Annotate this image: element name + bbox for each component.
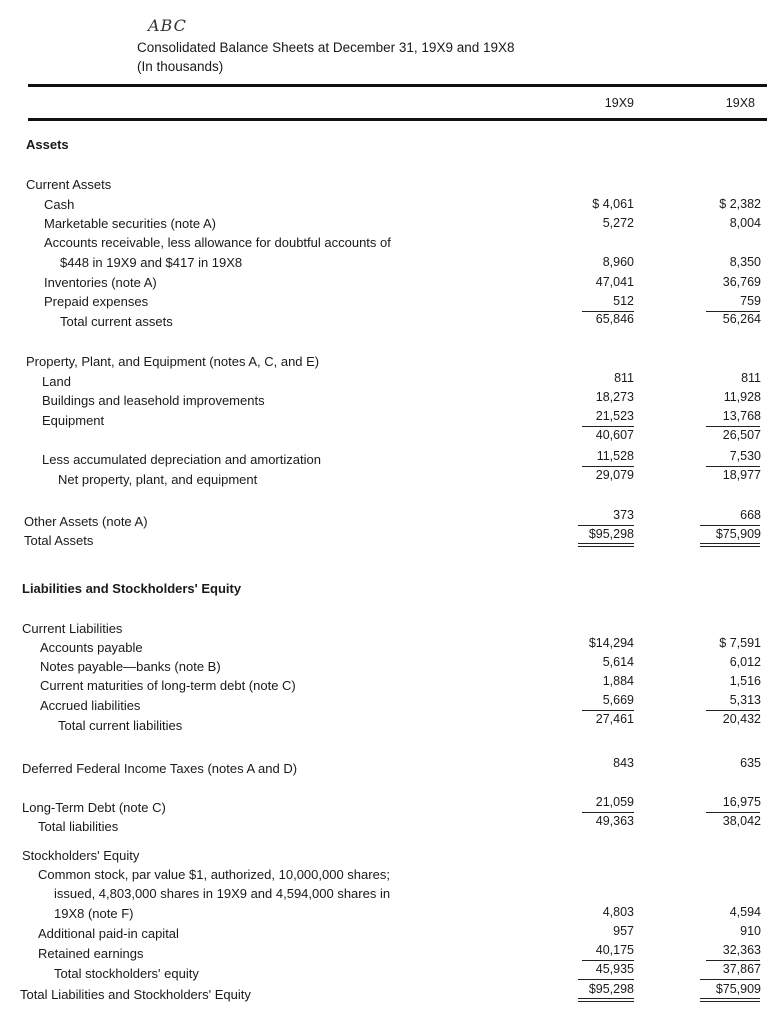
deferred-taxes-19x9: 843 [613,756,634,770]
notes-payable-label: Notes payable—banks (note B) [40,659,221,674]
total-liabilities-19x9: 49,363 [595,814,634,828]
underline [700,979,760,980]
underline [706,812,760,813]
accrued-19x9: 5,669 [602,693,634,707]
grand-total-19x8: $75,909 [715,982,761,996]
total-current-liabilities-19x9: 27,461 [595,712,634,726]
current-assets-heading: Current Assets [26,177,112,192]
retained-earnings-19x8: 32,363 [722,943,761,957]
deferred-taxes-19x8: 635 [740,756,761,770]
underline [706,960,760,961]
underline [582,466,634,467]
underline [582,812,634,813]
underline [582,426,634,427]
accrued-19x8: 5,313 [729,693,761,707]
underline [706,710,760,711]
inventories-label: Inventories (note A) [44,275,157,290]
equity-heading: Stockholders' Equity [22,848,140,863]
accounts-payable-19x9: $14,294 [588,636,634,650]
company-name: ABC [148,16,187,35]
inventories-19x9: 47,041 [595,275,634,289]
cash-19x8: $ 2,382 [719,197,761,211]
common-stock-line1: Common stock, par value $1, authorized, 10,000,000 shares; [38,867,390,882]
marketable-19x8: 8,004 [729,216,761,230]
underline [706,466,760,467]
underline [582,710,634,711]
total-current-liabilities-label: Total current liabilities [58,718,183,733]
prepaid-19x8: 759 [740,294,761,308]
long-term-debt-label: Long-Term Debt (note C) [22,800,166,815]
document-title: Consolidated Balance Sheets at December 31, 19X9 and 19X8 [137,40,515,55]
notes-payable-19x9: 5,614 [602,655,634,669]
apic-19x8: 910 [740,924,761,938]
cash-19x9: $ 4,061 [592,197,634,211]
apic-label: Additional paid-in capital [38,926,179,941]
current-liabilities-heading: Current Liabilities [22,621,123,636]
total-equity-19x9: 45,935 [595,962,634,976]
common-stock-19x9: 4,803 [602,905,634,919]
accounts-payable-label: Accounts payable [40,640,143,655]
long-term-debt-19x8: 16,975 [722,795,761,809]
deferred-taxes-label: Deferred Federal Income Taxes (notes A and D) [22,761,298,776]
accrued-label: Accrued liabilities [40,698,141,713]
common-stock-19x8: 4,594 [729,905,761,919]
marketable-19x9: 5,272 [602,216,634,230]
land-19x9: 811 [614,371,634,385]
total-current-liabilities-19x8: 20,432 [722,712,761,726]
total-equity-19x8: 37,867 [722,962,761,976]
cash-label: Cash [44,197,75,212]
double-underline [578,543,634,547]
underline [578,979,634,980]
current-maturities-label: Current maturities of long-term debt (note C) [40,678,296,693]
buildings-label: Buildings and leasehold improvements [42,393,265,408]
total-current-assets-19x8: 56,264 [722,312,761,326]
inventories-19x8: 36,769 [722,275,761,289]
prepaid-label: Prepaid expenses [44,294,149,309]
total-equity-label: Total stockholders' equity [54,966,199,981]
ppe-subtotal-19x8: 26,507 [722,428,761,442]
ppe-subtotal-19x9: 40,607 [595,428,634,442]
buildings-19x9: 18,273 [595,390,634,404]
current-maturities-19x8: 1,516 [729,674,761,688]
receivable-label: $448 in 19X9 and $417 in 19X8 [60,255,243,270]
liabilities-heading: Liabilities and Stockholders' Equity [22,581,242,596]
ppe-heading: Property, Plant, and Equipment (notes A, C, and E) [26,354,320,369]
underline [700,525,760,526]
column-header-19x8: 19X8 [725,96,755,110]
total-liabilities-label: Total liabilities [38,819,119,834]
depreciation-19x9: 11,528 [596,449,634,463]
double-underline [700,543,760,547]
column-header-19x9: 19X9 [604,96,634,110]
receivable-19x8: 8,350 [729,255,761,269]
grand-total-label: Total Liabilities and Stockholders' Equity [20,987,251,1002]
other-assets-19x8: 668 [740,508,761,522]
header-top-rule [28,84,767,87]
long-term-debt-19x9: 21,059 [595,795,634,809]
retained-earnings-label: Retained earnings [38,946,144,961]
land-label: Land [42,374,71,389]
equipment-label: Equipment [42,413,105,428]
net-ppe-19x9: 29,079 [595,468,634,482]
total-assets-label: Total Assets [24,533,94,548]
total-assets-19x9: $95,298 [588,527,634,541]
apic-19x9: 957 [613,924,634,938]
total-current-assets-19x9: 65,846 [595,312,634,326]
accounts-payable-19x8: $ 7,591 [719,636,761,650]
land-19x8: 811 [741,371,761,385]
marketable-label: Marketable securities (note A) [44,216,216,231]
total-liabilities-19x8: 38,042 [722,814,761,828]
net-ppe-19x8: 18,977 [722,468,761,482]
total-current-assets-label: Total current assets [60,314,173,329]
underline [706,426,760,427]
underline [582,960,634,961]
total-assets-19x8: $75,909 [715,527,761,541]
equipment-19x8: 13,768 [722,409,761,423]
double-underline [700,998,760,1002]
grand-total-19x9: $95,298 [588,982,634,996]
underline [578,525,634,526]
equipment-19x9: 21,523 [595,409,634,423]
assets-heading: Assets [26,137,69,152]
depreciation-19x8: 7,530 [729,449,761,463]
other-assets-label: Other Assets (note A) [24,514,148,529]
other-assets-19x9: 373 [613,508,634,522]
receivable-19x9: 8,960 [602,255,634,269]
common-stock-label: 19X8 (note F) [54,906,134,921]
document-subtitle: (In thousands) [137,59,224,74]
double-underline [578,998,634,1002]
prepaid-19x9: 512 [613,294,634,308]
depreciation-label: Less accumulated depreciation and amortization [42,452,321,467]
buildings-19x8: 11,928 [723,390,761,404]
receivable-line1: Accounts receivable, less allowance for doubtful accounts of [44,235,391,250]
common-stock-line2: issued, 4,803,000 shares in 19X9 and 4,594,000 shares in [54,886,391,901]
notes-payable-19x8: 6,012 [729,655,761,669]
net-ppe-label: Net property, plant, and equipment [58,472,258,487]
header-bottom-rule [28,118,767,121]
retained-earnings-19x9: 40,175 [595,943,634,957]
current-maturities-19x9: 1,884 [602,674,634,688]
